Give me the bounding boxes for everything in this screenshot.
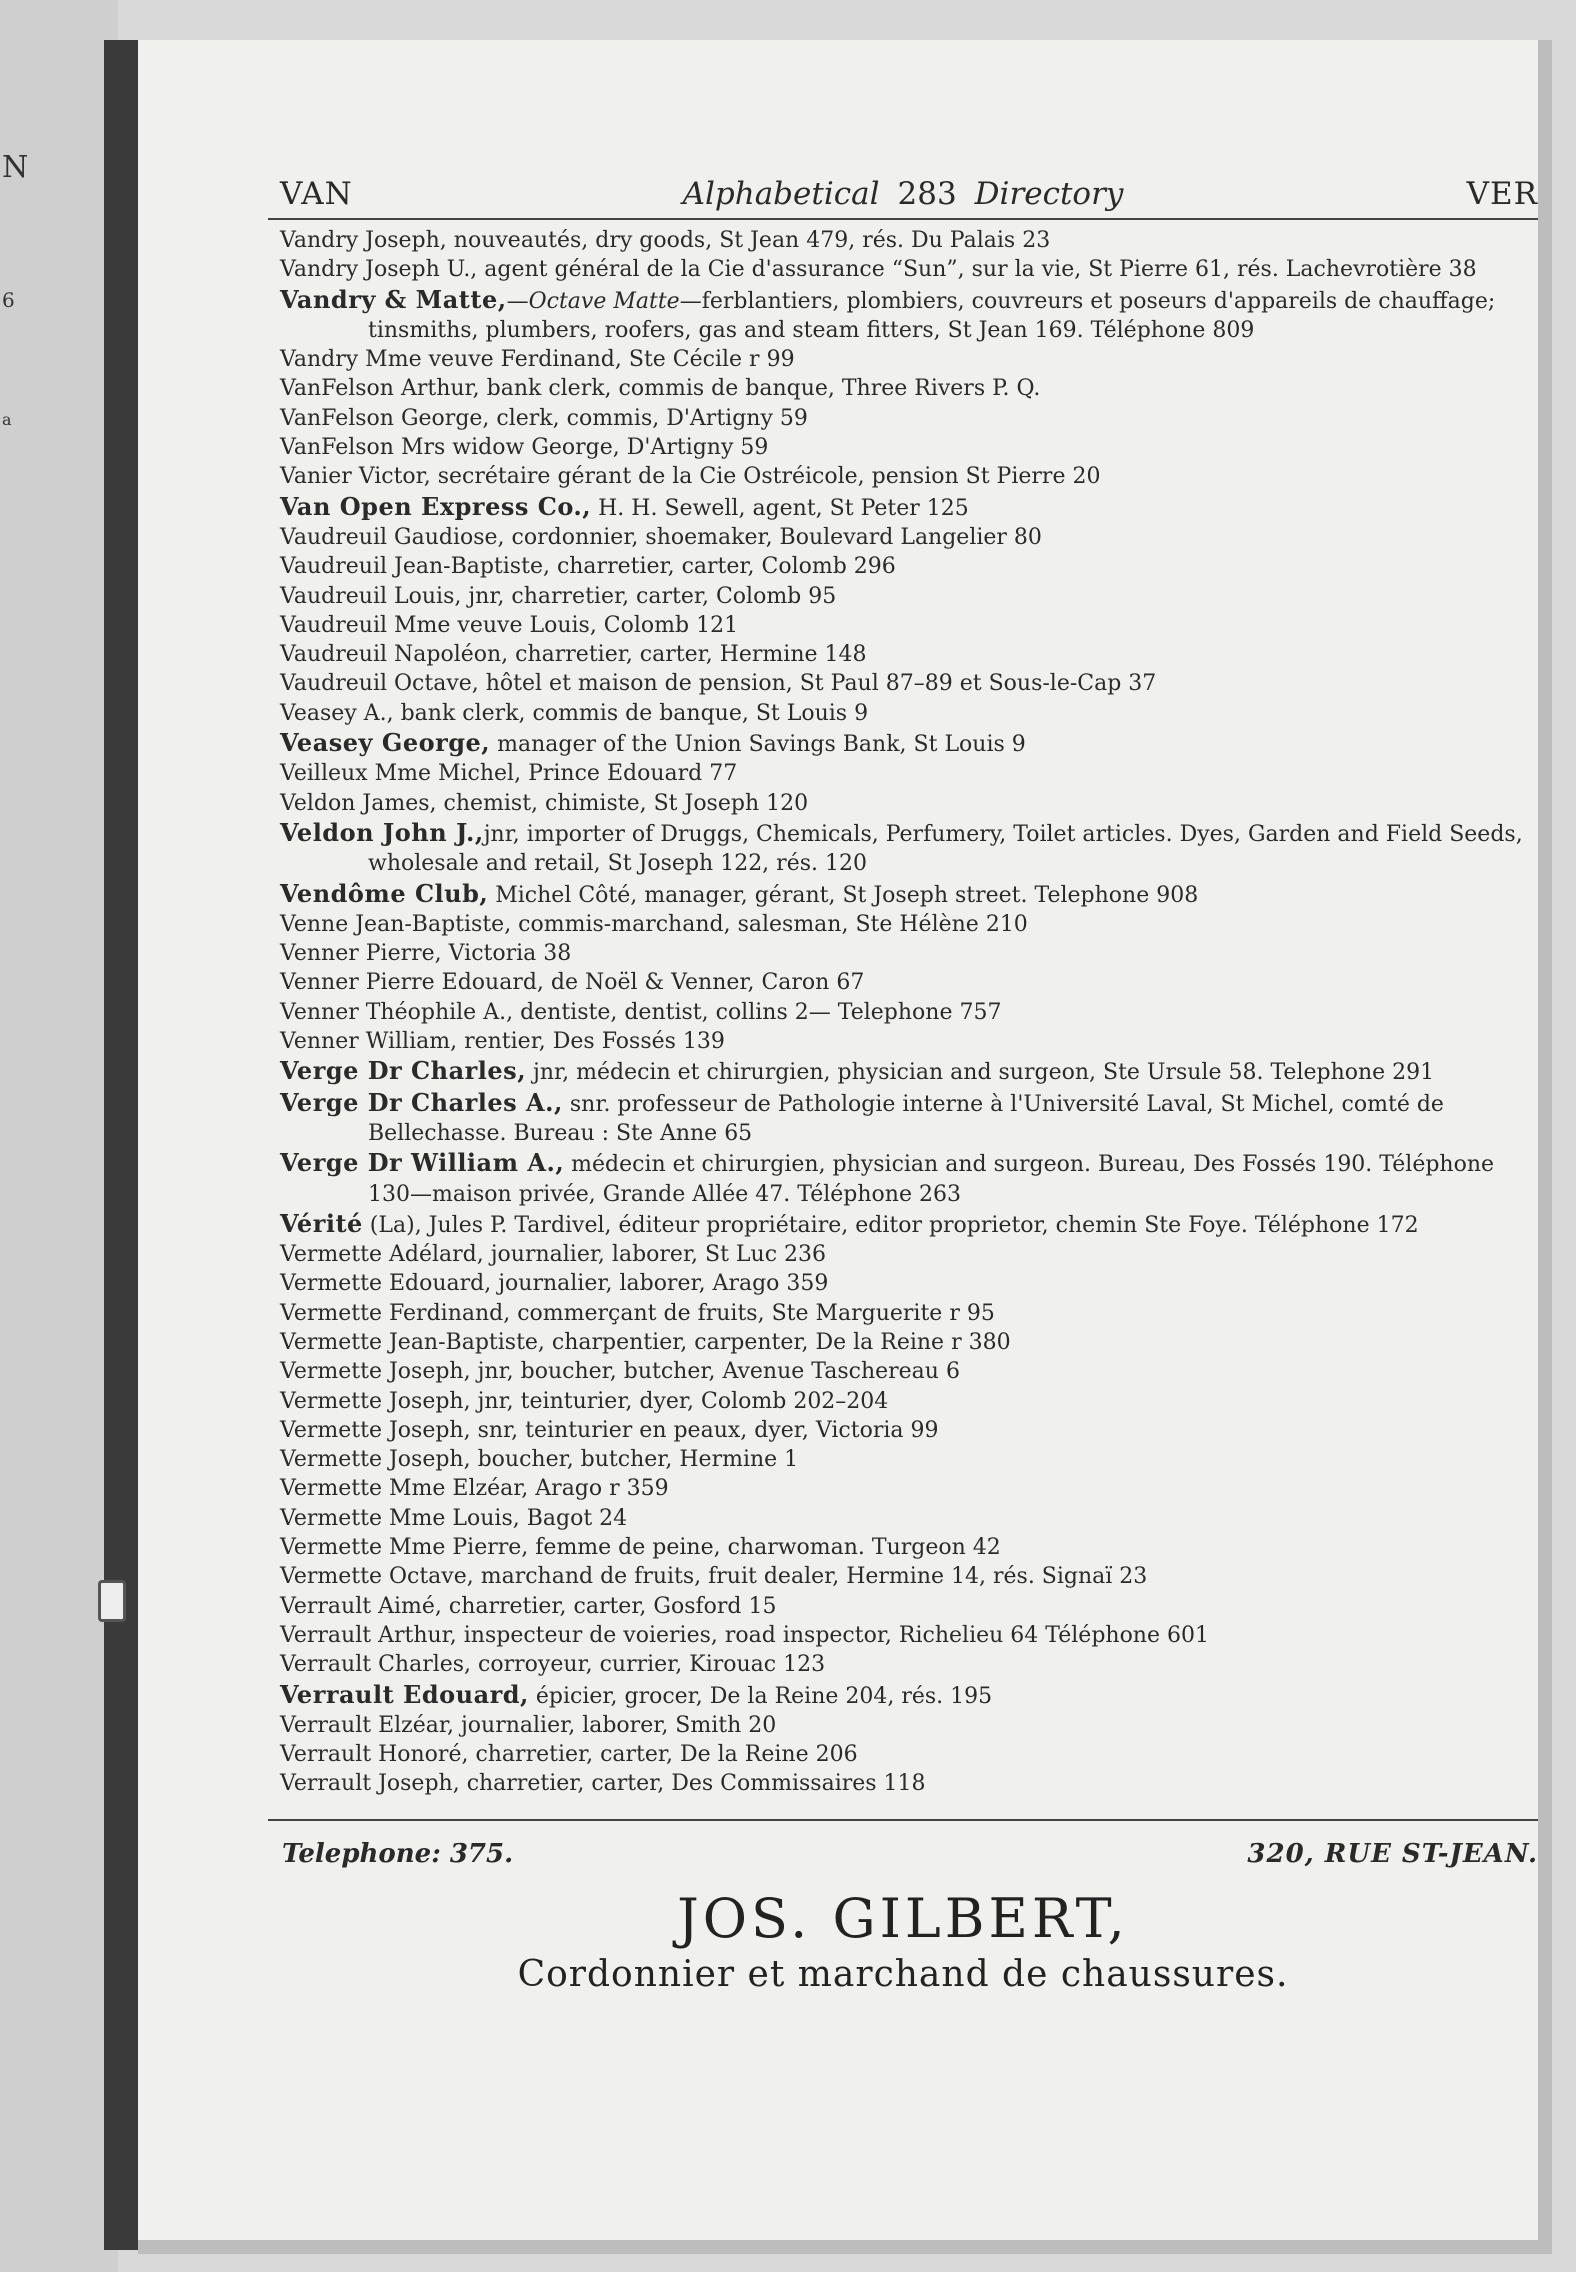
- directory-entry: [280, 523, 1538, 552]
- entry-text: Michel Côté, manager, gérant, St Joseph street. Telephone 908: [488, 882, 1199, 908]
- directory-entry: [280, 1056, 1538, 1087]
- entry-text: Verrault Charles, corroyeur, currier, Kirouac 123: [280, 1652, 826, 1678]
- entry-text: Vermette Ferdinand, commerçant de fruits, Ste Marguerite r 95: [280, 1300, 995, 1326]
- entry-text: Vermette Joseph, boucher, butcher, Hermine 1: [280, 1447, 799, 1473]
- directory-entry: [280, 1445, 1538, 1474]
- directory-entry: [280, 1592, 1538, 1621]
- entry-name-bold: Van Open Express Co.,: [280, 491, 592, 521]
- entry-text: Verrault Arthur, inspecteur de voieries, road inspector, Richelieu 64 Téléphone 601: [280, 1622, 1209, 1648]
- entry-text: Vaudreuil Mme veuve Louis, Colomb 121: [280, 612, 739, 638]
- directory-entry: [280, 968, 1538, 997]
- advert-business-name: JOS. GILBERT,: [677, 1886, 1129, 1950]
- entry-text: Verrault Elzéar, journalier, laborer, Smith 20: [280, 1712, 777, 1738]
- directory-entry: [280, 462, 1538, 491]
- directory-entry: [280, 226, 1538, 255]
- entry-text: Vaudreuil Gaudiose, cordonnier, shoemaker, Boulevard Langelier 80: [280, 524, 1042, 550]
- directory-entry: [280, 789, 1538, 818]
- entry-text: Vandry Joseph U., agent général de la Cie d'assurance “Sun”, sur la vie, St Pierre 61, rés. Lachevrotière 38: [280, 257, 1477, 283]
- directory-entry: [280, 640, 1538, 669]
- directory-entry: [280, 939, 1538, 968]
- directory-entry: [280, 1533, 1538, 1562]
- directory-page: [138, 40, 1552, 2254]
- page-content: [268, 168, 1538, 1995]
- entry-text: H. H. Sewell, agent, St Peter 125: [591, 495, 969, 521]
- entry-text: Vaudreuil Louis, jnr, charretier, carter, Colomb 95: [280, 583, 837, 609]
- directory-entry: [280, 1328, 1538, 1357]
- entry-name-bold: Verge Dr Charles,: [280, 1056, 527, 1086]
- directory-entry: [280, 1711, 1538, 1740]
- entry-name-bold: Verge Dr Charles A.,: [280, 1087, 563, 1117]
- page-number: 283: [897, 176, 957, 212]
- directory-entry: [280, 818, 1538, 879]
- entry-text: Vermette Octave, marchand de fruits, fruit dealer, Hermine 14, rés. Signaï 23: [280, 1564, 1148, 1590]
- entry-text: Vaudreuil Octave, hôtel et maison de pension, St Paul 87–89 et Sous-le-Cap 37: [280, 671, 1157, 697]
- directory-entry: [280, 1240, 1538, 1269]
- entry-name-bold: Verrault Edouard,: [280, 1679, 529, 1709]
- running-header: [268, 168, 1538, 220]
- directory-entry: [280, 492, 1538, 523]
- entry-text: VanFelson George, clerk, commis, D'Artigny 59: [280, 405, 808, 431]
- directory-entry: [280, 1357, 1538, 1386]
- directory-entry: [280, 404, 1538, 433]
- directory-entry: [280, 1621, 1538, 1650]
- margin-glyph: a: [2, 410, 12, 429]
- entry-text: Vermette Mme Elzéar, Arago r 359: [280, 1476, 669, 1502]
- entry-text: snr. professeur de Pathologie interne à l'Université Laval, St Michel, comté de Bellechasse. Bureau : Ste Anne 65: [368, 1091, 1444, 1146]
- entry-text: Vermette Adélard, journalier, laborer, St Luc 236: [280, 1242, 827, 1268]
- directory-entry: [280, 1680, 1538, 1711]
- entry-text: (La), Jules P. Tardivel, éditeur propriétaire, editor proprietor, chemin Ste Foye. Téléphone 172: [362, 1212, 1419, 1238]
- advert-contact-row: [268, 1833, 1538, 1877]
- entry-name-bold: Veasey George,: [280, 728, 491, 758]
- directory-entry: [280, 998, 1538, 1027]
- entry-name-bold: Vendôme Club,: [280, 878, 489, 908]
- entry-text: Veasey A., bank clerk, commis de banque, St Louis 9: [280, 700, 869, 726]
- entry-text: Venner Théophile A., dentiste, dentist, collins 2— Telephone 757: [280, 999, 1002, 1025]
- entry-text: Venner Pierre, Victoria 38: [280, 941, 572, 967]
- entry-text: Vermette Edouard, journalier, laborer, Arago 359: [280, 1271, 829, 1297]
- entry-text: —ferblantiers, plombiers, couvreurs et poseurs d'appareils de chauffage; tinsmiths, plumbers, roofers, gas and steam fitters, St Jean 169. Téléphone 809: [368, 288, 1496, 343]
- adjacent-page-margin: [0, 0, 40, 2272]
- directory-entry: [280, 582, 1538, 611]
- entry-name-bold: Vandry & Matte,: [280, 284, 507, 314]
- book-binding: [104, 40, 140, 2250]
- entry-text: épicier, grocer, De la Reine 204, rés. 195: [528, 1683, 993, 1709]
- entry-text: —: [506, 288, 529, 314]
- directory-entry: [280, 1269, 1538, 1298]
- entry-italic-text: Octave Matte: [528, 288, 680, 314]
- directory-entry: [280, 611, 1538, 640]
- header-title-a: Alphabetical: [682, 176, 880, 212]
- entry-text: Venner William, rentier, Des Fossés 139: [280, 1029, 725, 1055]
- directory-entry: [280, 285, 1538, 346]
- directory-entry: [280, 1474, 1538, 1503]
- directory-entry: [280, 345, 1538, 374]
- entry-text: Verrault Joseph, charretier, carter, Des Commissaires 118: [280, 1771, 926, 1797]
- entry-text: Vaudreuil Napoléon, charretier, carter, Hermine 148: [280, 642, 867, 668]
- directory-entry: [280, 1504, 1538, 1533]
- entry-text: VanFelson Arthur, bank clerk, commis de banque, Three Rivers P. Q.: [280, 376, 1041, 402]
- directory-entry: [280, 1387, 1538, 1416]
- directory-entry: [280, 1562, 1538, 1591]
- entry-text: Vermette Mme Louis, Bagot 24: [280, 1505, 628, 1531]
- header-title-b: Directory: [974, 176, 1124, 212]
- margin-glyph: 6: [2, 288, 15, 312]
- directory-entry: [280, 255, 1538, 284]
- directory-entry: [280, 910, 1538, 939]
- directory-entry: [280, 1299, 1538, 1328]
- header-right-guide-word: VER: [1466, 176, 1538, 212]
- advert-address: 320, RUE ST-JEAN.: [1247, 1838, 1538, 1869]
- directory-entry: [280, 759, 1538, 788]
- directory-entry: [280, 374, 1538, 403]
- directory-entry: [280, 1148, 1538, 1209]
- advert-telephone: Telephone: 375.: [282, 1838, 514, 1869]
- directory-entry: [280, 433, 1538, 462]
- entry-text: jnr, importer of Druggs, Chemicals, Perfumery, Toilet articles. Dyes, Garden and Field Seeds, wholesale and retail, St Joseph 122, rés. 120: [368, 821, 1523, 877]
- directory-entry: [280, 699, 1538, 728]
- entry-name-bold: Verge Dr William A.,: [280, 1148, 565, 1178]
- directory-entry: [280, 879, 1538, 910]
- entry-text: manager of the Union Savings Bank, St Louis 9: [490, 732, 1026, 758]
- advert-separator: [268, 1819, 1538, 1821]
- header-left-guide-word: VAN: [280, 176, 353, 212]
- entry-text: Vandry Joseph, nouveautés, dry goods, St Jean 479, rés. Du Palais 23: [280, 228, 1051, 253]
- entry-text: Venner Pierre Edouard, de Noël & Venner, Caron 67: [280, 970, 865, 996]
- directory-entry: [280, 552, 1538, 581]
- header-title: [268, 176, 1538, 212]
- entry-text: Vermette Joseph, jnr, teinturier, dyer, Colomb 202–204: [280, 1388, 889, 1414]
- directory-entry: [280, 1769, 1538, 1798]
- entry-text: VanFelson Mrs widow George, D'Artigny 59: [280, 435, 769, 461]
- directory-entry: [280, 1209, 1538, 1240]
- entry-text: Veilleux Mme Michel, Prince Edouard 77: [280, 761, 738, 787]
- entry-text: Vermette Jean-Baptiste, charpentier, carpenter, De la Reine r 380: [280, 1329, 1011, 1355]
- margin-glyph: N: [2, 150, 29, 185]
- entry-text: Verrault Honoré, charretier, carter, De la Reine 206: [280, 1742, 858, 1768]
- entry-text: Vermette Mme Pierre, femme de peine, charwoman. Turgeon 42: [280, 1535, 1001, 1561]
- entry-text: Verrault Aimé, charretier, carter, Gosford 15: [280, 1593, 777, 1619]
- directory-entry: [280, 1740, 1538, 1769]
- directory-entry: [280, 1088, 1538, 1149]
- entry-text: Veldon James, chemist, chimiste, St Joseph 120: [280, 790, 809, 816]
- directory-entry: [280, 1650, 1538, 1679]
- entry-text: Venne Jean-Baptiste, commis-marchand, salesman, Ste Hélène 210: [280, 911, 1028, 937]
- entry-text: Vermette Joseph, jnr, boucher, butcher, Avenue Taschereau 6: [280, 1359, 960, 1385]
- directory-entry: [280, 1416, 1538, 1445]
- advert-description: Cordonnier et marchand de chaussures.: [517, 1953, 1289, 1995]
- directory-entries: [268, 226, 1538, 1799]
- entry-text: jnr, médecin et chirurgien, physician and surgeon, Ste Ursule 58. Telephone 291: [526, 1060, 1435, 1086]
- entry-text: Vermette Joseph, snr, teinturier en peaux, dyer, Victoria 99: [280, 1417, 939, 1443]
- entry-text: Vaudreuil Jean-Baptiste, charretier, carter, Colomb 296: [280, 554, 896, 580]
- entry-text: Vandry Mme veuve Ferdinand, Ste Cécile r 99: [280, 347, 795, 373]
- binding-clip: [98, 1580, 126, 1622]
- directory-entry: [280, 1027, 1538, 1056]
- entry-name-bold: Vérité: [280, 1208, 363, 1238]
- entry-text: médecin et chirurgien, physician and surgeon. Bureau, Des Fossés 190. Téléphone 130—maison privée, Grande Allée 47. Téléphone 263: [368, 1152, 1495, 1207]
- directory-entry: [280, 669, 1538, 698]
- entry-name-bold: Veldon John J.,: [280, 817, 484, 847]
- directory-entry: [280, 728, 1538, 759]
- entry-text: Vanier Victor, secrétaire gérant de la Cie Ostréicole, pension St Pierre 20: [280, 464, 1101, 490]
